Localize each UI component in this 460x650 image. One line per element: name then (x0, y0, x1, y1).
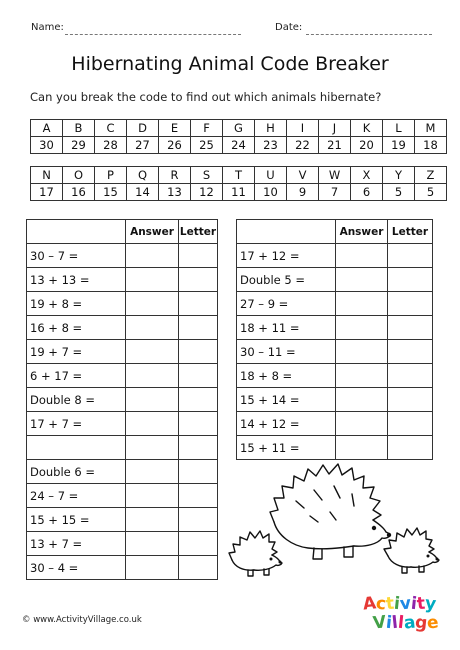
answer-cell[interactable] (126, 364, 179, 388)
sum-cell: 14 + 12 = (237, 412, 336, 436)
code-number: 5 (383, 184, 415, 201)
code-number: 24 (223, 137, 255, 154)
activity-village-logo (363, 595, 439, 633)
code-letter: I (287, 120, 319, 137)
answer-cell[interactable] (126, 316, 179, 340)
table-row (237, 340, 433, 364)
code-number: 17 (31, 184, 63, 201)
answer-cell[interactable] (126, 508, 179, 532)
letter-cell[interactable] (388, 292, 433, 316)
name-field[interactable] (65, 34, 241, 35)
answer-cell[interactable] (126, 556, 179, 580)
code-number: 19 (383, 137, 415, 154)
code-letter: Z (415, 167, 447, 184)
code-letter: T (223, 167, 255, 184)
sum-cell: Double 6 = (27, 460, 126, 484)
answer-cell[interactable] (336, 316, 388, 340)
answer-cell[interactable] (336, 388, 388, 412)
logo-word-village: Village (371, 612, 440, 634)
code-letter: P (95, 167, 127, 184)
answer-cell[interactable] (336, 244, 388, 268)
letter-cell[interactable] (179, 508, 218, 532)
sum-cell: 30 – 4 = (27, 556, 126, 580)
sum-cell: 27 – 9 = (237, 292, 336, 316)
code-number: 21 (319, 137, 351, 154)
hedgehog-icon (226, 456, 440, 586)
code-number: 28 (95, 137, 127, 154)
sums-table-left (26, 219, 218, 580)
table-row (237, 268, 433, 292)
letter-cell[interactable] (179, 556, 218, 580)
answer-cell[interactable] (336, 292, 388, 316)
table-row (27, 340, 218, 364)
code-letter: S (191, 167, 223, 184)
sum-cell: 18 + 11 = (237, 316, 336, 340)
footer-copyright: © www.ActivityVillage.co.uk (22, 615, 142, 625)
code-number: 22 (287, 137, 319, 154)
answer-header: Answer (336, 220, 388, 244)
sum-cell: 15 + 14 = (237, 388, 336, 412)
logo-word-activity: Activity (361, 593, 438, 615)
answer-cell[interactable] (336, 364, 388, 388)
answer-cell[interactable] (126, 484, 179, 508)
sum-cell: 17 + 7 = (27, 412, 126, 436)
answer-cell[interactable] (126, 244, 179, 268)
code-key-table-2 (30, 166, 447, 201)
code-letter: W (319, 167, 351, 184)
code-letter: N (31, 167, 63, 184)
sum-cell: 15 + 11 = (237, 436, 336, 460)
code-letter: M (415, 120, 447, 137)
answer-cell[interactable] (336, 412, 388, 436)
code-letter: U (255, 167, 287, 184)
table-row (237, 316, 433, 340)
letter-cell[interactable] (179, 436, 218, 460)
letter-cell[interactable] (179, 244, 218, 268)
letter-cell[interactable] (388, 316, 433, 340)
code-number: 5 (415, 184, 447, 201)
code-number: 11 (223, 184, 255, 201)
sums-table-right (236, 219, 433, 460)
letter-cell[interactable] (388, 340, 433, 364)
code-letter: Q (127, 167, 159, 184)
letter-header: Letter (388, 220, 433, 244)
answer-cell[interactable] (126, 292, 179, 316)
table-row (237, 412, 433, 436)
sum-cell: 30 – 11 = (237, 340, 336, 364)
sum-cell: 17 + 12 = (237, 244, 336, 268)
table-row (27, 412, 218, 436)
code-number: 7 (319, 184, 351, 201)
sum-cell: 18 + 8 = (237, 364, 336, 388)
letter-cell[interactable] (179, 460, 218, 484)
code-number: 27 (127, 137, 159, 154)
letter-header: Letter (179, 220, 218, 244)
letter-cell[interactable] (179, 388, 218, 412)
code-number: 30 (31, 137, 63, 154)
code-number: 9 (287, 184, 319, 201)
table-row (27, 484, 218, 508)
table-row (27, 532, 218, 556)
letter-cell[interactable] (179, 340, 218, 364)
sum-header (237, 220, 336, 244)
table-row (27, 292, 218, 316)
name-label: Name: (31, 22, 64, 33)
table-row (27, 436, 218, 460)
code-letter: F (191, 120, 223, 137)
table-row (27, 460, 218, 484)
sum-cell: Double 5 = (237, 268, 336, 292)
answer-cell[interactable] (126, 460, 179, 484)
answer-cell[interactable] (126, 340, 179, 364)
code-number: 13 (159, 184, 191, 201)
table-row (27, 508, 218, 532)
letter-cell[interactable] (179, 484, 218, 508)
letter-cell[interactable] (179, 292, 218, 316)
letter-cell[interactable] (179, 268, 218, 292)
table-row (237, 364, 433, 388)
table-row (237, 388, 433, 412)
sum-cell (27, 436, 126, 460)
sum-cell: 13 + 13 = (27, 268, 126, 292)
answer-cell[interactable] (126, 412, 179, 436)
code-number: 26 (159, 137, 191, 154)
answer-cell[interactable] (126, 532, 179, 556)
sum-cell: 24 – 7 = (27, 484, 126, 508)
sum-cell: 13 + 7 = (27, 532, 126, 556)
code-letter: B (63, 120, 95, 137)
table-row (27, 244, 218, 268)
code-number: 6 (351, 184, 383, 201)
table-row (27, 388, 218, 412)
code-letter: E (159, 120, 191, 137)
letter-cell[interactable] (388, 412, 433, 436)
answer-cell[interactable] (336, 340, 388, 364)
table-row (237, 292, 433, 316)
date-field[interactable] (306, 34, 432, 35)
code-letter: C (95, 120, 127, 137)
letter-cell[interactable] (179, 316, 218, 340)
answer-header: Answer (126, 220, 179, 244)
code-letter: J (319, 120, 351, 137)
letter-cell[interactable] (388, 364, 433, 388)
sum-cell: 30 – 7 = (27, 244, 126, 268)
table-row (27, 364, 218, 388)
code-letter: H (255, 120, 287, 137)
date-label: Date: (275, 22, 303, 33)
letter-cell[interactable] (179, 364, 218, 388)
letter-cell[interactable] (388, 244, 433, 268)
sum-cell: Double 8 = (27, 388, 126, 412)
code-letter: V (287, 167, 319, 184)
sum-cell: 15 + 15 = (27, 508, 126, 532)
sum-header (27, 220, 126, 244)
code-number: 14 (127, 184, 159, 201)
letter-cell[interactable] (179, 412, 218, 436)
code-number: 29 (63, 137, 95, 154)
code-number: 10 (255, 184, 287, 201)
code-letter: A (31, 120, 63, 137)
code-number: 15 (95, 184, 127, 201)
code-letter: X (351, 167, 383, 184)
code-letter: G (223, 120, 255, 137)
code-letter: L (383, 120, 415, 137)
sum-cell: 6 + 17 = (27, 364, 126, 388)
table-row (27, 316, 218, 340)
code-letter: K (351, 120, 383, 137)
code-letter: Y (383, 167, 415, 184)
table-row (27, 556, 218, 580)
table-row (27, 268, 218, 292)
instructions: Can you break the code to find out which animals hibernate? (30, 90, 382, 104)
code-number: 25 (191, 137, 223, 154)
letter-cell[interactable] (388, 268, 433, 292)
letter-cell[interactable] (388, 388, 433, 412)
answer-cell[interactable] (126, 388, 179, 412)
code-number: 18 (415, 137, 447, 154)
code-letter: O (63, 167, 95, 184)
answer-cell[interactable] (126, 436, 179, 460)
letter-cell[interactable] (179, 532, 218, 556)
answer-cell[interactable] (126, 268, 179, 292)
table-row (237, 244, 433, 268)
sum-cell: 19 + 8 = (27, 292, 126, 316)
code-key-table-1 (30, 119, 447, 154)
code-number: 12 (191, 184, 223, 201)
sum-cell: 19 + 7 = (27, 340, 126, 364)
code-letter: R (159, 167, 191, 184)
sum-cell: 16 + 8 = (27, 316, 126, 340)
code-number: 16 (63, 184, 95, 201)
code-number: 23 (255, 137, 287, 154)
code-number: 20 (351, 137, 383, 154)
code-letter: D (127, 120, 159, 137)
answer-cell[interactable] (336, 268, 388, 292)
page-title: Hibernating Animal Code Breaker (71, 53, 389, 75)
